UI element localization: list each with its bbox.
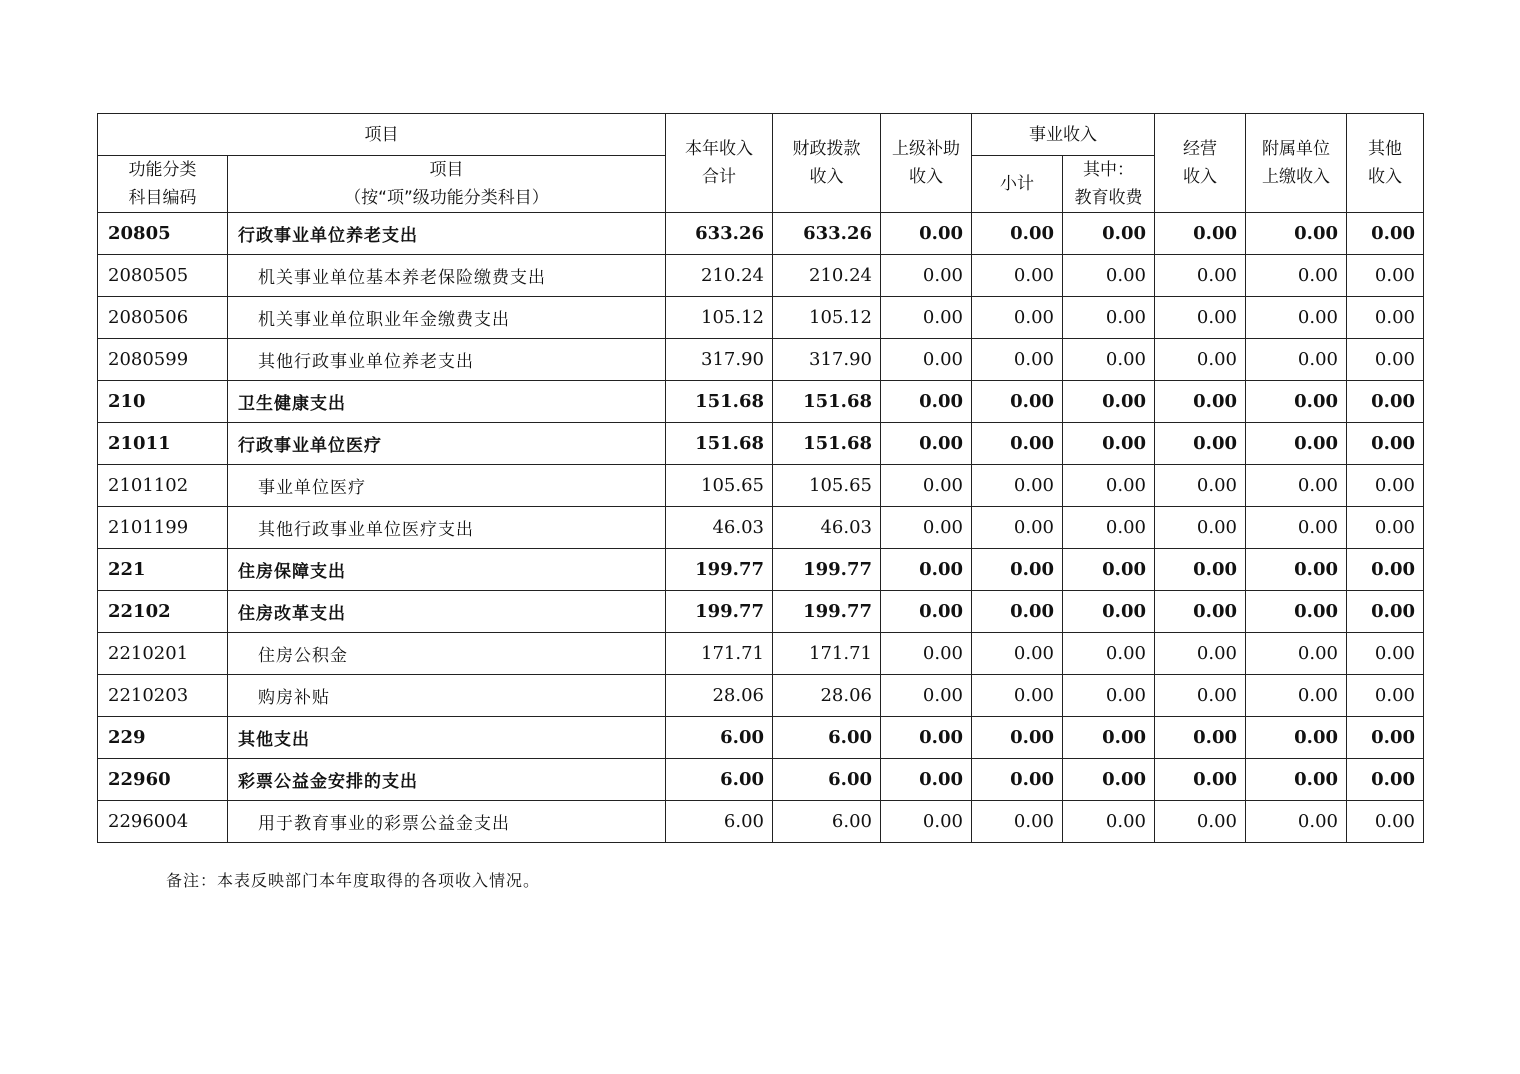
cell-operating: 0.00 <box>1155 717 1246 759</box>
cell-superior: 0.00 <box>881 759 972 801</box>
cell-name: 其他支出 <box>228 717 666 759</box>
cell-total: 151.68 <box>666 423 773 465</box>
cell-other: 0.00 <box>1347 675 1424 717</box>
cell-affiliated: 0.00 <box>1246 507 1347 549</box>
cell-code: 210 <box>98 381 228 423</box>
cell-total: 6.00 <box>666 717 773 759</box>
income-table <box>97 113 1424 843</box>
cell-other: 0.00 <box>1347 507 1424 549</box>
cell-code: 22960 <box>98 759 228 801</box>
cell-name: 机关事业单位职业年金缴费支出 <box>228 297 666 339</box>
cell-affiliated: 0.00 <box>1246 339 1347 381</box>
cell-subtotal: 0.00 <box>972 633 1063 675</box>
cell-total: 633.26 <box>666 213 773 255</box>
cell-superior: 0.00 <box>881 633 972 675</box>
cell-operating: 0.00 <box>1155 549 1246 591</box>
cell-subtotal: 0.00 <box>972 507 1063 549</box>
cell-name: 住房改革支出 <box>228 591 666 633</box>
cell-edu-fee: 0.00 <box>1063 675 1155 717</box>
cell-subtotal: 0.00 <box>972 297 1063 339</box>
header-operating: 经营 收入 <box>1155 114 1246 213</box>
cell-other: 0.00 <box>1347 465 1424 507</box>
table-row <box>98 801 1424 843</box>
cell-code: 2080505 <box>98 255 228 297</box>
table-body <box>98 213 1424 843</box>
header-fiscal: 财政拨款 收入 <box>773 114 881 213</box>
cell-superior: 0.00 <box>881 465 972 507</box>
header-affiliated: 附属单位 上缴收入 <box>1246 114 1347 213</box>
cell-total: 210.24 <box>666 255 773 297</box>
cell-operating: 0.00 <box>1155 339 1246 381</box>
cell-total: 28.06 <box>666 675 773 717</box>
cell-subtotal: 0.00 <box>972 759 1063 801</box>
cell-operating: 0.00 <box>1155 465 1246 507</box>
cell-subtotal: 0.00 <box>972 717 1063 759</box>
table-note: 备注：本表反映部门本年度取得的各项收入情况。 <box>166 871 541 890</box>
cell-superior: 0.00 <box>881 423 972 465</box>
cell-subtotal: 0.00 <box>972 423 1063 465</box>
header-item-detail: 项目 （按“项”级功能分类科目） <box>228 156 666 213</box>
cell-name: 用于教育事业的彩票公益金支出 <box>228 801 666 843</box>
table-row <box>98 255 1424 297</box>
cell-affiliated: 0.00 <box>1246 633 1347 675</box>
table-row <box>98 465 1424 507</box>
cell-total: 46.03 <box>666 507 773 549</box>
cell-total: 105.12 <box>666 297 773 339</box>
cell-fiscal: 6.00 <box>773 801 881 843</box>
cell-fiscal: 105.65 <box>773 465 881 507</box>
cell-fiscal: 151.68 <box>773 381 881 423</box>
cell-fiscal: 28.06 <box>773 675 881 717</box>
cell-operating: 0.00 <box>1155 759 1246 801</box>
cell-subtotal: 0.00 <box>972 339 1063 381</box>
cell-superior: 0.00 <box>881 801 972 843</box>
cell-other: 0.00 <box>1347 801 1424 843</box>
cell-name: 行政事业单位医疗 <box>228 423 666 465</box>
cell-fiscal: 46.03 <box>773 507 881 549</box>
header-item: 项目 <box>98 114 666 156</box>
cell-superior: 0.00 <box>881 255 972 297</box>
cell-affiliated: 0.00 <box>1246 297 1347 339</box>
cell-fiscal: 199.77 <box>773 549 881 591</box>
cell-other: 0.00 <box>1347 339 1424 381</box>
cell-fiscal: 171.71 <box>773 633 881 675</box>
cell-operating: 0.00 <box>1155 423 1246 465</box>
cell-affiliated: 0.00 <box>1246 801 1347 843</box>
cell-edu-fee: 0.00 <box>1063 759 1155 801</box>
cell-subtotal: 0.00 <box>972 549 1063 591</box>
cell-subtotal: 0.00 <box>972 801 1063 843</box>
cell-affiliated: 0.00 <box>1246 675 1347 717</box>
table-row <box>98 339 1424 381</box>
cell-code: 221 <box>98 549 228 591</box>
header-other: 其他 收入 <box>1347 114 1424 213</box>
cell-operating: 0.00 <box>1155 297 1246 339</box>
cell-other: 0.00 <box>1347 255 1424 297</box>
table-row <box>98 213 1424 255</box>
table-row <box>98 591 1424 633</box>
cell-fiscal: 6.00 <box>773 717 881 759</box>
cell-total: 317.90 <box>666 339 773 381</box>
cell-fiscal: 199.77 <box>773 591 881 633</box>
cell-edu-fee: 0.00 <box>1063 381 1155 423</box>
cell-name: 住房保障支出 <box>228 549 666 591</box>
cell-code: 21011 <box>98 423 228 465</box>
header-subtotal: 小计 <box>972 156 1063 213</box>
cell-superior: 0.00 <box>881 549 972 591</box>
cell-other: 0.00 <box>1347 633 1424 675</box>
cell-other: 0.00 <box>1347 213 1424 255</box>
cell-name: 事业单位医疗 <box>228 465 666 507</box>
cell-edu-fee: 0.00 <box>1063 633 1155 675</box>
header-total: 本年收入 合计 <box>666 114 773 213</box>
cell-name: 行政事业单位养老支出 <box>228 213 666 255</box>
table-row <box>98 507 1424 549</box>
cell-total: 151.68 <box>666 381 773 423</box>
cell-code: 2101199 <box>98 507 228 549</box>
cell-edu-fee: 0.00 <box>1063 465 1155 507</box>
cell-operating: 0.00 <box>1155 675 1246 717</box>
cell-operating: 0.00 <box>1155 381 1246 423</box>
table-row <box>98 759 1424 801</box>
cell-fiscal: 210.24 <box>773 255 881 297</box>
cell-name: 其他行政事业单位医疗支出 <box>228 507 666 549</box>
cell-other: 0.00 <box>1347 591 1424 633</box>
cell-fiscal: 105.12 <box>773 297 881 339</box>
cell-superior: 0.00 <box>881 213 972 255</box>
cell-edu-fee: 0.00 <box>1063 213 1155 255</box>
cell-affiliated: 0.00 <box>1246 255 1347 297</box>
cell-total: 199.77 <box>666 591 773 633</box>
cell-affiliated: 0.00 <box>1246 423 1347 465</box>
header-func-code: 功能分类 科目编码 <box>98 156 228 213</box>
cell-affiliated: 0.00 <box>1246 549 1347 591</box>
table-row <box>98 381 1424 423</box>
cell-operating: 0.00 <box>1155 591 1246 633</box>
cell-superior: 0.00 <box>881 339 972 381</box>
cell-code: 229 <box>98 717 228 759</box>
cell-affiliated: 0.00 <box>1246 591 1347 633</box>
cell-affiliated: 0.00 <box>1246 213 1347 255</box>
cell-affiliated: 0.00 <box>1246 717 1347 759</box>
table-header <box>98 114 1424 213</box>
cell-other: 0.00 <box>1347 549 1424 591</box>
cell-code: 2210203 <box>98 675 228 717</box>
cell-code: 2080599 <box>98 339 228 381</box>
cell-operating: 0.00 <box>1155 801 1246 843</box>
cell-fiscal: 317.90 <box>773 339 881 381</box>
cell-code: 2210201 <box>98 633 228 675</box>
cell-edu-fee: 0.00 <box>1063 339 1155 381</box>
cell-edu-fee: 0.00 <box>1063 423 1155 465</box>
table-row <box>98 297 1424 339</box>
cell-superior: 0.00 <box>881 507 972 549</box>
cell-affiliated: 0.00 <box>1246 759 1347 801</box>
cell-subtotal: 0.00 <box>972 213 1063 255</box>
header-business: 事业收入 <box>972 114 1155 156</box>
cell-superior: 0.00 <box>881 591 972 633</box>
header-edu-fee: 其中： 教育收费 <box>1063 156 1155 213</box>
cell-code: 2080506 <box>98 297 228 339</box>
cell-operating: 0.00 <box>1155 507 1246 549</box>
table-row <box>98 633 1424 675</box>
table-row <box>98 675 1424 717</box>
cell-fiscal: 633.26 <box>773 213 881 255</box>
cell-edu-fee: 0.00 <box>1063 717 1155 759</box>
cell-fiscal: 6.00 <box>773 759 881 801</box>
cell-name: 卫生健康支出 <box>228 381 666 423</box>
cell-subtotal: 0.00 <box>972 381 1063 423</box>
cell-code: 20805 <box>98 213 228 255</box>
cell-name: 彩票公益金安排的支出 <box>228 759 666 801</box>
cell-operating: 0.00 <box>1155 633 1246 675</box>
table-row <box>98 423 1424 465</box>
cell-edu-fee: 0.00 <box>1063 255 1155 297</box>
cell-other: 0.00 <box>1347 423 1424 465</box>
cell-operating: 0.00 <box>1155 213 1246 255</box>
cell-total: 199.77 <box>666 549 773 591</box>
cell-other: 0.00 <box>1347 717 1424 759</box>
cell-edu-fee: 0.00 <box>1063 297 1155 339</box>
cell-code: 22102 <box>98 591 228 633</box>
cell-superior: 0.00 <box>881 381 972 423</box>
cell-edu-fee: 0.00 <box>1063 549 1155 591</box>
cell-affiliated: 0.00 <box>1246 465 1347 507</box>
cell-other: 0.00 <box>1347 759 1424 801</box>
table-row <box>98 717 1424 759</box>
cell-code: 2101102 <box>98 465 228 507</box>
cell-name: 购房补贴 <box>228 675 666 717</box>
cell-fiscal: 151.68 <box>773 423 881 465</box>
cell-name: 其他行政事业单位养老支出 <box>228 339 666 381</box>
cell-subtotal: 0.00 <box>972 465 1063 507</box>
cell-subtotal: 0.00 <box>972 255 1063 297</box>
cell-superior: 0.00 <box>881 297 972 339</box>
cell-total: 105.65 <box>666 465 773 507</box>
cell-edu-fee: 0.00 <box>1063 801 1155 843</box>
cell-edu-fee: 0.00 <box>1063 591 1155 633</box>
cell-total: 6.00 <box>666 801 773 843</box>
cell-other: 0.00 <box>1347 297 1424 339</box>
header-superior: 上级补助 收入 <box>881 114 972 213</box>
cell-affiliated: 0.00 <box>1246 381 1347 423</box>
cell-name: 机关事业单位基本养老保险缴费支出 <box>228 255 666 297</box>
cell-other: 0.00 <box>1347 381 1424 423</box>
cell-total: 6.00 <box>666 759 773 801</box>
cell-subtotal: 0.00 <box>972 675 1063 717</box>
cell-code: 2296004 <box>98 801 228 843</box>
table-row <box>98 549 1424 591</box>
cell-total: 171.71 <box>666 633 773 675</box>
cell-superior: 0.00 <box>881 717 972 759</box>
cell-edu-fee: 0.00 <box>1063 507 1155 549</box>
cell-subtotal: 0.00 <box>972 591 1063 633</box>
cell-superior: 0.00 <box>881 675 972 717</box>
cell-operating: 0.00 <box>1155 255 1246 297</box>
cell-name: 住房公积金 <box>228 633 666 675</box>
